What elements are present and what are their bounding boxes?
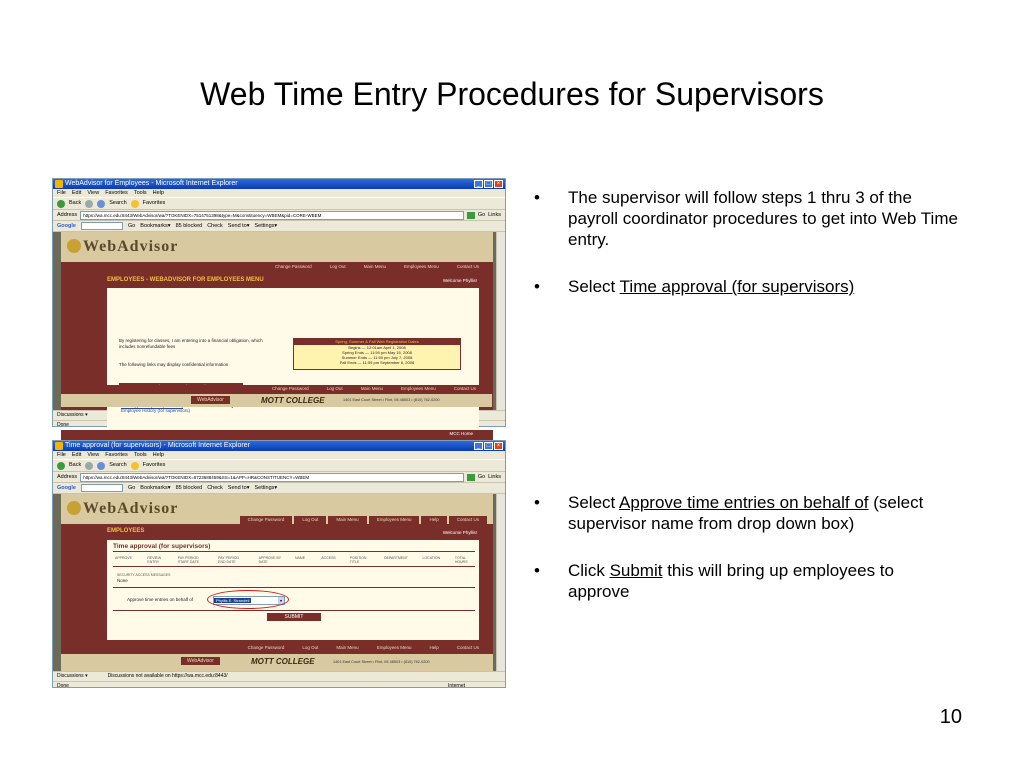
menu-favorites[interactable]: Favorites: [105, 190, 128, 196]
address-input[interactable]: https://wa.mcc.edu:8443/WebAdvisor/wa/?TOKENIDX=8723688459&SS=1&APP=HR&CONSTITUENCY=WBEM: [80, 473, 464, 482]
webadvisor-nav: [240, 516, 487, 524]
address-label: Address: [57, 212, 78, 218]
bullet-suffix: this will bring up employees to approve: [568, 561, 894, 601]
discussions-button[interactable]: Discussions ▾: [57, 673, 88, 679]
col-approve-by-date: APPROVE BY DATE: [258, 556, 282, 564]
settings-button[interactable]: Settings▾: [254, 223, 278, 229]
registration-date: Spring Ends — 11:59 pm May 15, 2008: [342, 350, 412, 355]
google-label: Google: [57, 223, 76, 229]
menu-edit[interactable]: Edit: [71, 452, 82, 458]
bookmarks-button[interactable]: Bookmarks▾: [140, 223, 171, 229]
links-button[interactable]: Links: [488, 474, 501, 480]
screenshot-time-approval: [52, 440, 506, 688]
nav-contact-us[interactable]: Contact Us: [449, 516, 487, 524]
nav-log-out[interactable]: Log Out: [322, 263, 354, 271]
mcc-home-link[interactable]: MCC Home: [449, 431, 473, 436]
minimize-icon[interactable]: _: [474, 442, 483, 450]
menu-help[interactable]: Help: [152, 190, 164, 196]
webadvisor-footer-nav: [264, 385, 484, 393]
menu-view[interactable]: View: [87, 190, 100, 196]
address-bar: [53, 210, 505, 221]
nav-log-out[interactable]: Log Out: [319, 385, 351, 393]
nav-change-password[interactable]: Change Password: [264, 385, 317, 393]
bullet-prefix: Select: [568, 493, 620, 512]
content-panel: [107, 288, 479, 430]
nav-log-out[interactable]: Log Out: [294, 644, 326, 652]
menu-tools[interactable]: Tools: [133, 190, 147, 196]
status-zone: Internet: [448, 683, 465, 689]
header-rule: [113, 566, 475, 567]
bullet-item: [530, 276, 960, 297]
menu-edit[interactable]: Edit: [71, 190, 82, 196]
nav-change-password[interactable]: Change Password: [240, 644, 293, 652]
favorites-icon[interactable]: [131, 200, 139, 208]
mott-college-logo: MOTT COLLEGE: [261, 396, 325, 405]
status-bar: [53, 681, 505, 691]
browser-toolbar: [53, 197, 505, 210]
address-input[interactable]: https://wa.mcc.edu:8443/WebAdvisor/wa/?TOKENIDX=7514751398&type=M&constituency=WBEM&pid=CORE-WBEM: [80, 211, 464, 220]
section-title: EMPLOYEES - WEBADVISOR FOR EMPLOYEES MENU: [107, 277, 264, 283]
bullets-top: [530, 187, 960, 323]
nav-contact-us[interactable]: Contact Us: [446, 385, 484, 393]
discussions-button[interactable]: Discussions ▾: [57, 412, 88, 418]
mott-college-logo: MOTT COLLEGE: [251, 657, 315, 666]
security-label: SECURITY ACCESS MESSAGES: [117, 573, 171, 577]
col-pay-period-start: PAY PERIOD START DATE: [177, 556, 199, 564]
webadvisor-logo-icon: [67, 239, 81, 253]
bullet-item: [530, 187, 960, 250]
popups-blocked[interactable]: 85 blocked: [175, 223, 203, 229]
page-footer-bar: [61, 430, 493, 440]
col-approve: APPROVE: [115, 556, 132, 560]
google-go[interactable]: Go: [127, 485, 136, 491]
status-done: Done: [57, 683, 69, 689]
lower-rule: [113, 610, 475, 611]
confidential-notice: The following links may display confidential information: [119, 362, 229, 367]
popups-blocked[interactable]: 85 blocked: [175, 485, 203, 491]
registration-date: Begins — 12:01am April 1, 2008: [348, 345, 406, 350]
nav-employees-menu[interactable]: Employees Menu: [396, 263, 447, 271]
menu-help[interactable]: Help: [152, 452, 164, 458]
webadvisor-footer-nav: [240, 644, 487, 652]
menu-bar: [53, 451, 505, 459]
forward-icon[interactable]: [85, 200, 93, 208]
forward-icon[interactable]: [85, 462, 93, 470]
close-icon[interactable]: ×: [494, 442, 503, 450]
form-title: Time approval (for supervisors): [113, 543, 211, 550]
nav-main-menu[interactable]: Main Menu: [356, 263, 394, 271]
google-go[interactable]: Go: [127, 223, 136, 229]
nav-employees-menu[interactable]: Employees Menu: [369, 644, 420, 652]
webadvisor-header: [61, 232, 493, 262]
window-titlebar: [53, 179, 505, 189]
favorites-button[interactable]: Favorites: [142, 462, 166, 468]
maximize-icon[interactable]: □: [484, 180, 493, 188]
column-headers: [115, 556, 473, 564]
favorites-icon[interactable]: [131, 462, 139, 470]
bullet-text: The supervisor will follow steps 1 thru 3 of the payroll coordinator procedures to get into Web Time entry.: [568, 188, 958, 249]
webadvisor-logo: WebAdvisor: [67, 500, 178, 518]
window-titlebar: [53, 441, 505, 451]
nav-main-menu[interactable]: Main Menu: [328, 644, 366, 652]
nav-change-password[interactable]: Change Password: [240, 516, 293, 524]
discussions-text: Discussions not available on https://wa.mcc.edu:8443/: [107, 673, 228, 679]
ie-icon: [55, 180, 63, 188]
webadvisor-badge[interactable]: WebAdvisor: [181, 657, 220, 665]
google-label: Google: [57, 485, 76, 491]
link-employee-history[interactable]: Employee History (for supervisors): [121, 408, 191, 413]
google-toolbar: [53, 483, 505, 494]
college-address: 1401 East Court Street • Flint, MI 48503 • (810) 762-0200: [333, 660, 430, 664]
send-to-button[interactable]: Send to▾: [227, 223, 250, 229]
links-button[interactable]: Links: [488, 212, 501, 218]
maximize-icon[interactable]: □: [484, 442, 493, 450]
back-icon[interactable]: [57, 462, 65, 470]
college-address: 1401 East Court Street • Flint, MI 48503 • (810) 762-0200: [343, 398, 440, 402]
col-department: DEPARTMENT: [384, 556, 408, 560]
window-title: Time approval (for supervisors) - Microsoft Internet Explorer: [65, 442, 250, 449]
section-title: EMPLOYEES: [107, 528, 145, 534]
bullet-suffix: (select supervisor name from drop down box): [568, 493, 924, 533]
bullet-link: Approve time entries on behalf of: [619, 493, 869, 512]
content-panel: [107, 540, 479, 640]
window-title: WebAdvisor for Employees - Microsoft Internet Explorer: [65, 180, 238, 187]
browser-toolbar: [53, 459, 505, 472]
go-button[interactable]: Go: [477, 474, 486, 480]
back-icon[interactable]: [57, 200, 65, 208]
webadvisor-page: [61, 494, 493, 671]
bullet-item: [530, 560, 960, 602]
security-value: None: [117, 578, 128, 583]
check-button[interactable]: Check: [207, 223, 223, 229]
settings-button[interactable]: Settings▾: [254, 485, 278, 491]
col-total-hours: TOTAL HOURS: [454, 556, 468, 564]
go-icon[interactable]: [467, 474, 475, 481]
nav-contact-us[interactable]: Contact Us: [449, 263, 487, 271]
bullet-prefix: Click: [568, 561, 610, 580]
nav-change-password[interactable]: Change Password: [267, 263, 320, 271]
submit-button[interactable]: SUBMIT: [267, 613, 321, 621]
registration-date: Fall Ends — 11:59 pm September 6, 2008: [339, 360, 415, 365]
registration-dates-title: Spring, Summer & Fall Web Registration Dates: [294, 339, 460, 345]
go-icon[interactable]: [467, 212, 475, 219]
nav-main-menu[interactable]: Main Menu: [328, 516, 366, 524]
chevron-down-icon[interactable]: ▾: [279, 598, 282, 603]
bookmarks-button[interactable]: Bookmarks▾: [140, 485, 171, 491]
college-footer: [61, 654, 493, 671]
nav-contact-us[interactable]: Contact Us: [449, 644, 487, 652]
address-bar: [53, 472, 505, 483]
nav-employees-menu[interactable]: Employees Menu: [369, 516, 420, 524]
go-button[interactable]: Go: [477, 212, 486, 218]
send-to-button[interactable]: Send to▾: [227, 485, 250, 491]
webadvisor-nav: [267, 263, 487, 271]
col-access: ACCESS: [321, 556, 336, 560]
bullet-link: Time approval (for supervisors): [619, 277, 855, 296]
discussions-bar: [53, 671, 505, 681]
col-review-entry: REVIEW ENTRY: [147, 556, 162, 564]
webadvisor-logo: WebAdvisor: [67, 238, 178, 256]
menu-file[interactable]: File: [57, 452, 66, 458]
menu-file[interactable]: File: [57, 190, 66, 196]
college-footer: [61, 394, 492, 407]
registration-notice: By registering for classes, I am entering into a financial obligation, which includes nonrefundable fees: [119, 338, 263, 349]
webadvisor-logo-icon: [67, 501, 81, 515]
back-button[interactable]: Back: [69, 200, 82, 206]
favorites-button[interactable]: Favorites: [142, 200, 166, 206]
menu-favorites[interactable]: Favorites: [105, 452, 128, 458]
menu-tools[interactable]: Tools: [133, 452, 147, 458]
check-button[interactable]: Check: [207, 485, 223, 491]
nav-help[interactable]: Help: [421, 644, 446, 652]
col-name: NAME: [294, 556, 306, 560]
menu-bar: [53, 189, 505, 197]
top-screenshot-footer: [61, 385, 492, 407]
col-position-title: POSITION TITLE: [349, 556, 367, 564]
col-location: LOCATION: [422, 556, 441, 560]
welcome-text: Welcome Phyllis!: [442, 278, 477, 283]
bullet-item: [530, 492, 960, 534]
menu-view[interactable]: View: [87, 452, 100, 458]
bullet-prefix: Select: [568, 277, 620, 296]
supervisor-select-value: Phyllis E. Strandell: [216, 598, 250, 603]
vertical-scrollbar[interactable]: [496, 494, 505, 671]
search-icon[interactable]: [97, 200, 105, 208]
close-icon[interactable]: ×: [494, 180, 503, 188]
google-search-input[interactable]: [81, 484, 123, 492]
approve-on-behalf-label: Approve time entries on behalf of: [127, 597, 194, 602]
ie-icon: [55, 442, 63, 450]
page-viewport: [53, 494, 505, 671]
bullets-bottom: [530, 492, 960, 628]
registration-date: Summer Ends — 11:59 pm July 7, 2008: [341, 355, 413, 360]
nav-employees-menu[interactable]: Employees Menu: [393, 385, 444, 393]
back-button[interactable]: Back: [69, 462, 82, 468]
search-icon[interactable]: [97, 462, 105, 470]
status-done: Done: [57, 422, 69, 428]
registration-dates-box: [293, 338, 461, 370]
search-button[interactable]: Search: [109, 200, 127, 206]
col-pay-period-end: PAY PERIOD END DATE: [218, 556, 239, 564]
red-circle-annotation: [207, 590, 289, 609]
minimize-icon[interactable]: _: [474, 180, 483, 188]
google-toolbar: [53, 221, 505, 232]
mid-rule: [113, 587, 475, 588]
bullet-link: Submit: [609, 561, 663, 580]
search-button[interactable]: Search: [109, 462, 127, 468]
nav-log-out[interactable]: Log Out: [294, 516, 326, 524]
nav-help[interactable]: Help: [421, 516, 446, 524]
title-rule: [113, 551, 475, 552]
welcome-text: Welcome Phyllis!: [442, 530, 477, 535]
google-search-input[interactable]: [81, 222, 123, 230]
address-label: Address: [57, 474, 78, 480]
slide-title: Web Time Entry Procedures for Supervisors: [200, 76, 824, 112]
vertical-scrollbar[interactable]: [496, 232, 505, 410]
page-number: 10: [939, 706, 962, 728]
webadvisor-badge[interactable]: WebAdvisor: [191, 396, 230, 404]
nav-main-menu[interactable]: Main Menu: [353, 385, 391, 393]
